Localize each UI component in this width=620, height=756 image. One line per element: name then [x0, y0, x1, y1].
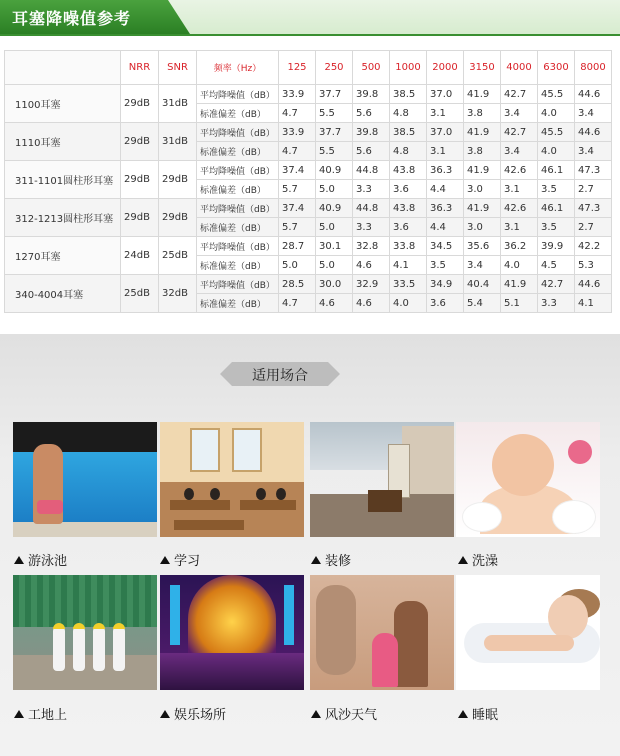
value-cell: 37.7: [316, 85, 353, 104]
scene-caption-construction: 工地上: [14, 704, 67, 723]
value-cell: 3.0: [464, 180, 501, 199]
model-cell: 1110耳塞: [5, 123, 121, 161]
triangle-icon: [311, 556, 321, 564]
model-cell: 1100耳塞: [5, 85, 121, 123]
value-cell: 38.5: [390, 123, 427, 142]
value-cell: 42.7: [501, 85, 538, 104]
usage-title-badge: [220, 362, 340, 386]
value-cell: 37.0: [427, 85, 464, 104]
triangle-icon: [458, 710, 468, 718]
header-cell-frequency: 频率（Hz）: [197, 51, 279, 85]
snr-cell: 25dB: [159, 237, 197, 275]
value-cell: 5.0: [279, 256, 316, 275]
value-cell: 28.5: [279, 275, 316, 294]
value-cell: 5.0: [316, 256, 353, 275]
value-cell: 42.6: [501, 199, 538, 218]
scene-caption-study: 学习: [160, 550, 200, 569]
usage-title: 适用场合: [252, 368, 308, 384]
header-cell-model: [5, 51, 121, 85]
value-cell: 3.8: [464, 142, 501, 161]
value-cell: 43.8: [390, 199, 427, 218]
value-cell: 3.3: [353, 218, 390, 237]
scene-caption-renovation: 装修: [311, 550, 351, 569]
value-cell: 4.0: [501, 256, 538, 275]
value-cell: 44.8: [353, 199, 390, 218]
value-cell: 42.7: [501, 123, 538, 142]
value-cell: 3.1: [427, 104, 464, 123]
value-cell: 41.9: [464, 199, 501, 218]
value-cell: 41.9: [464, 161, 501, 180]
table-row: [5, 123, 612, 142]
triangle-icon: [14, 556, 24, 564]
header-cell-8000: 8000: [575, 51, 612, 85]
scene-caption-entertainment: 娱乐场所: [160, 704, 226, 723]
value-cell: 3.4: [575, 104, 612, 123]
value-cell: 3.6: [390, 180, 427, 199]
scene-caption-bath: 洗澡: [458, 550, 498, 569]
value-cell: 45.5: [538, 123, 575, 142]
header-cell-nrr: NRR: [121, 51, 159, 85]
value-cell: 4.0: [538, 142, 575, 161]
snr-cell: 32dB: [159, 275, 197, 313]
scene-image-renovation: [310, 422, 454, 537]
value-cell: 44.6: [575, 275, 612, 294]
value-cell: 4.1: [390, 256, 427, 275]
nrr-cell: 29dB: [121, 85, 159, 123]
snr-cell: 31dB: [159, 85, 197, 123]
value-cell: 5.5: [316, 104, 353, 123]
value-cell: 4.1: [575, 294, 612, 313]
table-row: [5, 199, 612, 218]
value-cell: 3.4: [464, 256, 501, 275]
value-cell: 5.0: [316, 218, 353, 237]
scene-caption-sandstorm: 风沙天气: [311, 704, 377, 723]
value-cell: 41.9: [501, 275, 538, 294]
usage-section: [0, 334, 620, 756]
snr-cell: 31dB: [159, 123, 197, 161]
value-cell: 3.6: [390, 218, 427, 237]
value-cell: 36.3: [427, 199, 464, 218]
measure-label-cell: 标准偏差（dB）: [197, 256, 279, 275]
triangle-icon: [14, 710, 24, 718]
value-cell: 30.1: [316, 237, 353, 256]
header-cell-3150: 3150: [464, 51, 501, 85]
model-cell: 1270耳塞: [5, 237, 121, 275]
page-title: 耳塞降噪值参考: [12, 9, 132, 28]
value-cell: 4.0: [390, 294, 427, 313]
value-cell: 5.7: [279, 180, 316, 199]
value-cell: 5.6: [353, 104, 390, 123]
value-cell: 4.0: [538, 104, 575, 123]
value-cell: 44.8: [353, 161, 390, 180]
value-cell: 3.0: [464, 218, 501, 237]
value-cell: 38.5: [390, 85, 427, 104]
value-cell: 4.5: [538, 256, 575, 275]
value-cell: 47.3: [575, 199, 612, 218]
noise-reduction-table: [4, 50, 612, 313]
scene-image-sleep: [456, 575, 600, 690]
value-cell: 3.5: [538, 218, 575, 237]
value-cell: 4.8: [390, 142, 427, 161]
value-cell: 41.9: [464, 85, 501, 104]
header-cell-125: 125: [279, 51, 316, 85]
scene-image-construction: [13, 575, 157, 690]
value-cell: 33.5: [390, 275, 427, 294]
measure-label-cell: 标准偏差（dB）: [197, 294, 279, 313]
measure-label-cell: 平均降噪值（dB）: [197, 199, 279, 218]
value-cell: 43.8: [390, 161, 427, 180]
value-cell: 3.1: [427, 142, 464, 161]
table-row: [5, 161, 612, 180]
value-cell: 42.2: [575, 237, 612, 256]
value-cell: 34.5: [427, 237, 464, 256]
value-cell: 40.4: [464, 275, 501, 294]
table-header-row: [5, 51, 612, 85]
model-cell: 340-4004耳塞: [5, 275, 121, 313]
value-cell: 3.4: [575, 142, 612, 161]
value-cell: 35.6: [464, 237, 501, 256]
header-cell-6300: 6300: [538, 51, 575, 85]
nrr-cell: 29dB: [121, 161, 159, 199]
value-cell: 4.4: [427, 180, 464, 199]
value-cell: 40.9: [316, 199, 353, 218]
triangle-icon: [458, 556, 468, 564]
value-cell: 2.7: [575, 218, 612, 237]
table-row: [5, 237, 612, 256]
value-cell: 4.7: [279, 142, 316, 161]
value-cell: 33.8: [390, 237, 427, 256]
scene-image-pool: [13, 422, 157, 537]
table-row: [5, 275, 612, 294]
value-cell: 42.6: [501, 161, 538, 180]
value-cell: 37.4: [279, 161, 316, 180]
value-cell: 46.1: [538, 199, 575, 218]
measure-label-cell: 标准偏差（dB）: [197, 180, 279, 199]
measure-label-cell: 平均降噪值（dB）: [197, 85, 279, 104]
value-cell: 5.5: [316, 142, 353, 161]
snr-cell: 29dB: [159, 199, 197, 237]
value-cell: 33.9: [279, 123, 316, 142]
value-cell: 4.6: [353, 294, 390, 313]
value-cell: 3.3: [353, 180, 390, 199]
table-row: [5, 85, 612, 104]
measure-label-cell: 平均降噪值（dB）: [197, 275, 279, 294]
nrr-cell: 29dB: [121, 123, 159, 161]
value-cell: 5.6: [353, 142, 390, 161]
model-cell: 311-1101圆柱形耳塞: [5, 161, 121, 199]
scene-caption-pool: 游泳池: [14, 550, 67, 569]
value-cell: 39.8: [353, 85, 390, 104]
value-cell: 39.9: [538, 237, 575, 256]
value-cell: 3.1: [501, 180, 538, 199]
nrr-cell: 25dB: [121, 275, 159, 313]
scene-image-sandstorm: [310, 575, 454, 690]
value-cell: 40.9: [316, 161, 353, 180]
measure-label-cell: 平均降噪值（dB）: [197, 123, 279, 142]
value-cell: 4.7: [279, 104, 316, 123]
value-cell: 36.2: [501, 237, 538, 256]
value-cell: 3.4: [501, 104, 538, 123]
value-cell: 45.5: [538, 85, 575, 104]
measure-label-cell: 标准偏差（dB）: [197, 218, 279, 237]
scene-caption-sleep: 睡眠: [458, 704, 498, 723]
value-cell: 5.4: [464, 294, 501, 313]
value-cell: 34.9: [427, 275, 464, 294]
value-cell: 44.6: [575, 123, 612, 142]
value-cell: 3.4: [501, 142, 538, 161]
value-cell: 44.6: [575, 85, 612, 104]
value-cell: 37.0: [427, 123, 464, 142]
value-cell: 3.6: [427, 294, 464, 313]
value-cell: 5.1: [501, 294, 538, 313]
header-cell-4000: 4000: [501, 51, 538, 85]
nrr-cell: 29dB: [121, 199, 159, 237]
nrr-cell: 24dB: [121, 237, 159, 275]
value-cell: 4.7: [279, 294, 316, 313]
value-cell: 39.8: [353, 123, 390, 142]
value-cell: 32.8: [353, 237, 390, 256]
value-cell: 2.7: [575, 180, 612, 199]
header-cell-snr: SNR: [159, 51, 197, 85]
value-cell: 3.1: [501, 218, 538, 237]
value-cell: 5.7: [279, 218, 316, 237]
value-cell: 41.9: [464, 123, 501, 142]
measure-label-cell: 标准偏差（dB）: [197, 142, 279, 161]
measure-label-cell: 平均降噪值（dB）: [197, 161, 279, 180]
triangle-icon: [160, 556, 170, 564]
value-cell: 33.9: [279, 85, 316, 104]
value-cell: 3.8: [464, 104, 501, 123]
measure-label-cell: 平均降噪值（dB）: [197, 237, 279, 256]
value-cell: 5.0: [316, 180, 353, 199]
model-cell: 312-1213圆柱形耳塞: [5, 199, 121, 237]
value-cell: 28.7: [279, 237, 316, 256]
measure-label-cell: 标准偏差（dB）: [197, 104, 279, 123]
triangle-icon: [160, 710, 170, 718]
value-cell: 4.6: [316, 294, 353, 313]
scene-image-study: [160, 422, 304, 537]
value-cell: 4.8: [390, 104, 427, 123]
value-cell: 36.3: [427, 161, 464, 180]
header-cell-1000: 1000: [390, 51, 427, 85]
header-divider: [0, 34, 620, 36]
table-body: [5, 85, 612, 313]
value-cell: 46.1: [538, 161, 575, 180]
value-cell: 47.3: [575, 161, 612, 180]
header-cell-2000: 2000: [427, 51, 464, 85]
value-cell: 4.6: [353, 256, 390, 275]
value-cell: 37.7: [316, 123, 353, 142]
value-cell: 4.4: [427, 218, 464, 237]
value-cell: 3.5: [538, 180, 575, 199]
value-cell: 42.7: [538, 275, 575, 294]
triangle-icon: [311, 710, 321, 718]
header-cell-500: 500: [353, 51, 390, 85]
value-cell: 37.4: [279, 199, 316, 218]
value-cell: 30.0: [316, 275, 353, 294]
scene-image-entertainment: [160, 575, 304, 690]
value-cell: 32.9: [353, 275, 390, 294]
scene-image-bath: [456, 422, 600, 537]
value-cell: 3.3: [538, 294, 575, 313]
value-cell: 3.5: [427, 256, 464, 275]
snr-cell: 29dB: [159, 161, 197, 199]
header-cell-250: 250: [316, 51, 353, 85]
value-cell: 5.3: [575, 256, 612, 275]
